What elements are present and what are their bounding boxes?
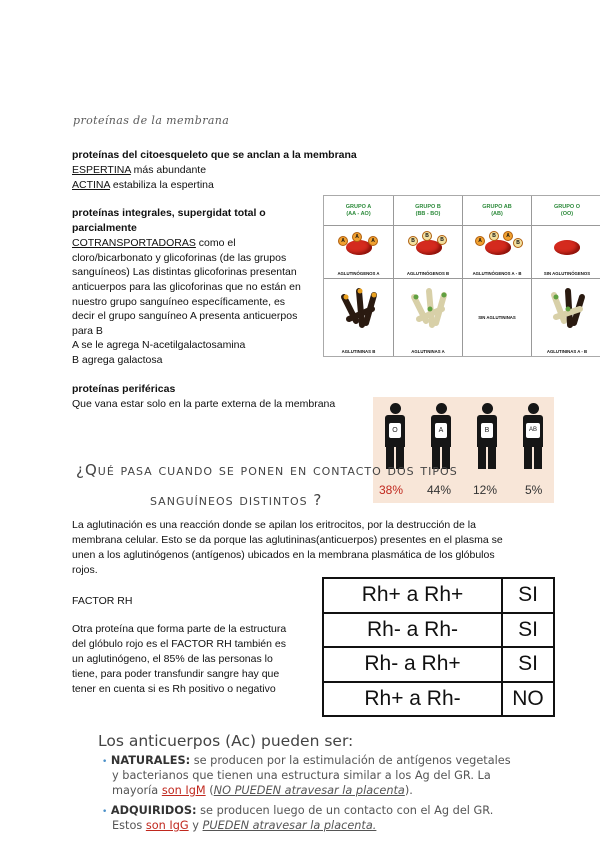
- agglutination-line-0: La aglutinación es una reacción donde se apilan los eritrocitos, por la destrucción de la: [72, 519, 476, 531]
- red-cell-icon: [554, 240, 580, 255]
- group-a-header: [324, 196, 394, 226]
- no-agglutinin-cell: [463, 279, 532, 356]
- antigen-b-icon: B: [489, 231, 499, 241]
- percent-o: 38%: [379, 483, 404, 497]
- agglutinin-a-label: AGLUTININAS A: [411, 349, 445, 354]
- actina-line: [72, 178, 214, 193]
- percent-a: 44%: [427, 483, 452, 497]
- agglutinin-ab-cell: [532, 279, 600, 356]
- antibodies-title: Los anticuerpos (Ac) pueden ser:: [98, 732, 354, 750]
- antibody-cluster-icon: [324, 279, 394, 341]
- rh-combo: Rh- a Rh-: [323, 613, 502, 648]
- integral-line-4: nuestro grupo sanguíneo específicamente, es: [72, 296, 286, 308]
- cytoskeleton-heading: proteínas del citoesqueleto que se anclan a la membrana: [72, 149, 357, 161]
- rh-compatibility-table: [322, 577, 555, 717]
- antibody-cluster-icon: [532, 279, 600, 341]
- type-a-badge: A: [435, 423, 447, 438]
- agglutinin-b-label: AGLUTININAS B: [341, 349, 376, 354]
- agglutinin-a-cell: [394, 279, 463, 356]
- rh-result: SI: [502, 578, 554, 613]
- bullet-icon: •: [102, 757, 108, 767]
- integral-line-2: sanguíneos) Las distintas glicoforinas presentan: [72, 266, 297, 278]
- table-row: [323, 682, 554, 717]
- antigen-b-icon: B: [422, 231, 432, 241]
- agglutination-line-2: unen a los aglutinógenos (antígenos) ubicados en la membrana plasmática de los glóbulos: [72, 549, 495, 561]
- agglutinogen-a-label: AGLUTINÓGENOS A: [337, 271, 380, 276]
- peripheral-text: Que vana estar solo en la parte externa de la membrana: [72, 398, 336, 410]
- integral-line-8: B agrega galactosa: [72, 354, 163, 366]
- question-line-2: sanguíneos distintos ?: [150, 491, 323, 509]
- group-ab-title: GRUPO AB: [482, 204, 512, 210]
- no-agglutinin-label: SIN AGLUTININAS: [478, 315, 516, 320]
- rh-result: SI: [502, 613, 554, 648]
- red-cell-icon: [485, 240, 511, 255]
- integral-heading-1: proteínas integrales, supergidat total o: [72, 207, 266, 219]
- integral-line-0-rest: como el: [195, 237, 236, 249]
- adquiridos-line-2: [112, 818, 376, 833]
- percent-b: 12%: [473, 483, 498, 497]
- peripheral-heading: proteínas periféricas: [72, 383, 176, 395]
- rh-result: SI: [502, 647, 554, 682]
- integral-line-1: cloro/bicarbonato y glicoforinas (de las grupos: [72, 252, 287, 264]
- agglutinogen-ab-cell: [463, 226, 532, 279]
- agglutinogen-b-label: AGLUTINÓGENOS B: [406, 271, 450, 276]
- naturales-text-1: se producen por la estimulación de antígenos vegetales: [190, 754, 511, 767]
- rh-line-2: un aglutinógeno, el 85% de las personas lo: [72, 653, 273, 665]
- integral-heading-2: parcialmente: [72, 222, 137, 234]
- type-b-badge: B: [481, 423, 493, 438]
- actina-desc: estabiliza la espertina: [109, 179, 214, 191]
- group-ab-header: [463, 196, 532, 226]
- naturales-text-3c: (: [205, 784, 214, 797]
- adquiridos-text-2a: Estos: [112, 819, 146, 832]
- agglutinogen-ab-label: AGLUTINÓGENOS A - B: [472, 271, 522, 276]
- integral-line-3: anticuerpos para las glicoforinas que no están en: [72, 281, 301, 293]
- type-o-badge: O: [389, 423, 401, 438]
- agglutinogen-a-cell: [324, 226, 394, 279]
- igg-placenta-note: PUEDEN atravesar la placenta.: [202, 819, 377, 832]
- question-line-1: ¿Qué pasa cuando se ponen en contacto dos tipos: [76, 461, 458, 479]
- group-a-sub: (AA - AO): [346, 211, 371, 217]
- group-b-title: GRUPO B: [415, 204, 441, 210]
- integral-line-5: decir el grupo sanguíneo A presenta anticuerpos: [72, 310, 298, 322]
- cotransportadoras-term: COTRANSPORTADORAS: [72, 237, 196, 249]
- agglutination-line-3: rojos.: [72, 564, 98, 576]
- group-o-header: [532, 196, 600, 226]
- integral-line-6: para B: [72, 325, 103, 337]
- antigen-b-icon: B: [437, 235, 447, 245]
- espertina-term: ESPERTINA: [72, 164, 131, 176]
- agglutinogen-b-cell: [394, 226, 463, 279]
- rh-line-4: tener en cuenta si es Rh positivo o negativo: [72, 683, 276, 695]
- rh-heading: FACTOR RH: [72, 595, 133, 607]
- naturales-label: NATURALES:: [110, 754, 191, 767]
- antigen-b-icon: B: [513, 238, 523, 248]
- table-row: [323, 613, 554, 648]
- group-a-title: GRUPO A: [345, 204, 372, 210]
- actina-term: ACTINA: [72, 179, 110, 191]
- espertina-desc: más abundante: [130, 164, 207, 176]
- antigen-a-icon: A: [352, 232, 362, 242]
- group-o-title: GRUPO O: [554, 204, 580, 210]
- rh-combo: Rh- a Rh+: [323, 647, 502, 682]
- antigen-a-icon: A: [338, 236, 348, 246]
- agglutinin-b-cell: [324, 279, 394, 356]
- espertina-line: [72, 163, 206, 178]
- rh-line-0: Otra proteína que forma parte de la estructura: [72, 623, 287, 635]
- bullet-icon: •: [102, 807, 108, 817]
- membrane-heading: proteínas de la membrana: [73, 114, 230, 127]
- antigen-a-icon: A: [475, 236, 485, 246]
- igm-highlight: son IgM: [161, 784, 206, 797]
- no-agglutinogen-cell: [532, 226, 600, 279]
- blood-type-percent-figure: [373, 397, 554, 503]
- table-row: [323, 578, 554, 613]
- naturales-line-3: [112, 783, 413, 798]
- agglutinin-ab-label: AGLUTININAS A - B: [546, 349, 588, 354]
- type-ab-badge: AB: [526, 423, 540, 438]
- rh-line-3: tiene, para poder transfundir sangre hay que: [72, 668, 280, 680]
- group-o-sub: (OO): [560, 211, 574, 217]
- igm-placenta-note: NO PUEDEN atravesar la placenta: [213, 784, 405, 797]
- rh-result: NO: [502, 682, 554, 717]
- antigen-a-icon: A: [503, 231, 513, 241]
- no-agglutinogen-label: SIN AGLUTINÓGENOS: [543, 271, 591, 276]
- blood-group-table: [323, 195, 600, 357]
- naturales-text-3e: ).: [404, 784, 413, 797]
- adquiridos-label: ADQUIRIDOS:: [110, 804, 197, 817]
- rh-combo: Rh+ a Rh-: [323, 682, 502, 717]
- adquiridos-text-1: se producen luego de un contacto con el Ag del GR.: [196, 804, 494, 817]
- integral-line-7: A se le agrega N-acetilgalactosamina: [72, 339, 246, 351]
- rh-combo: Rh+ a Rh+: [323, 578, 502, 613]
- antigen-a-icon: A: [368, 236, 378, 246]
- antigen-b-icon: B: [408, 236, 418, 246]
- group-ab-sub: (AB): [491, 211, 503, 217]
- percent-ab: 5%: [525, 483, 543, 497]
- table-row: [323, 647, 554, 682]
- group-b-sub: (BB - BO): [415, 211, 441, 217]
- group-b-header: [394, 196, 463, 226]
- agglutination-line-1: membrana celular. Esto se da porque las aglutininas(anticuerpos) presentes en el plasma se: [72, 534, 503, 546]
- rh-line-1: del glóbulo rojo es el FACTOR RH también es: [72, 638, 286, 650]
- naturales-text-2: y bacterianos que tienen una estructura similar a los Ag del GR. La: [112, 769, 491, 782]
- naturales-text-3a: mayoría: [112, 784, 162, 797]
- igg-highlight: son IgG: [145, 819, 189, 832]
- integral-line-0: [72, 236, 236, 251]
- adquiridos-text-2c: y: [188, 819, 203, 832]
- antibody-cluster-icon: [394, 279, 463, 341]
